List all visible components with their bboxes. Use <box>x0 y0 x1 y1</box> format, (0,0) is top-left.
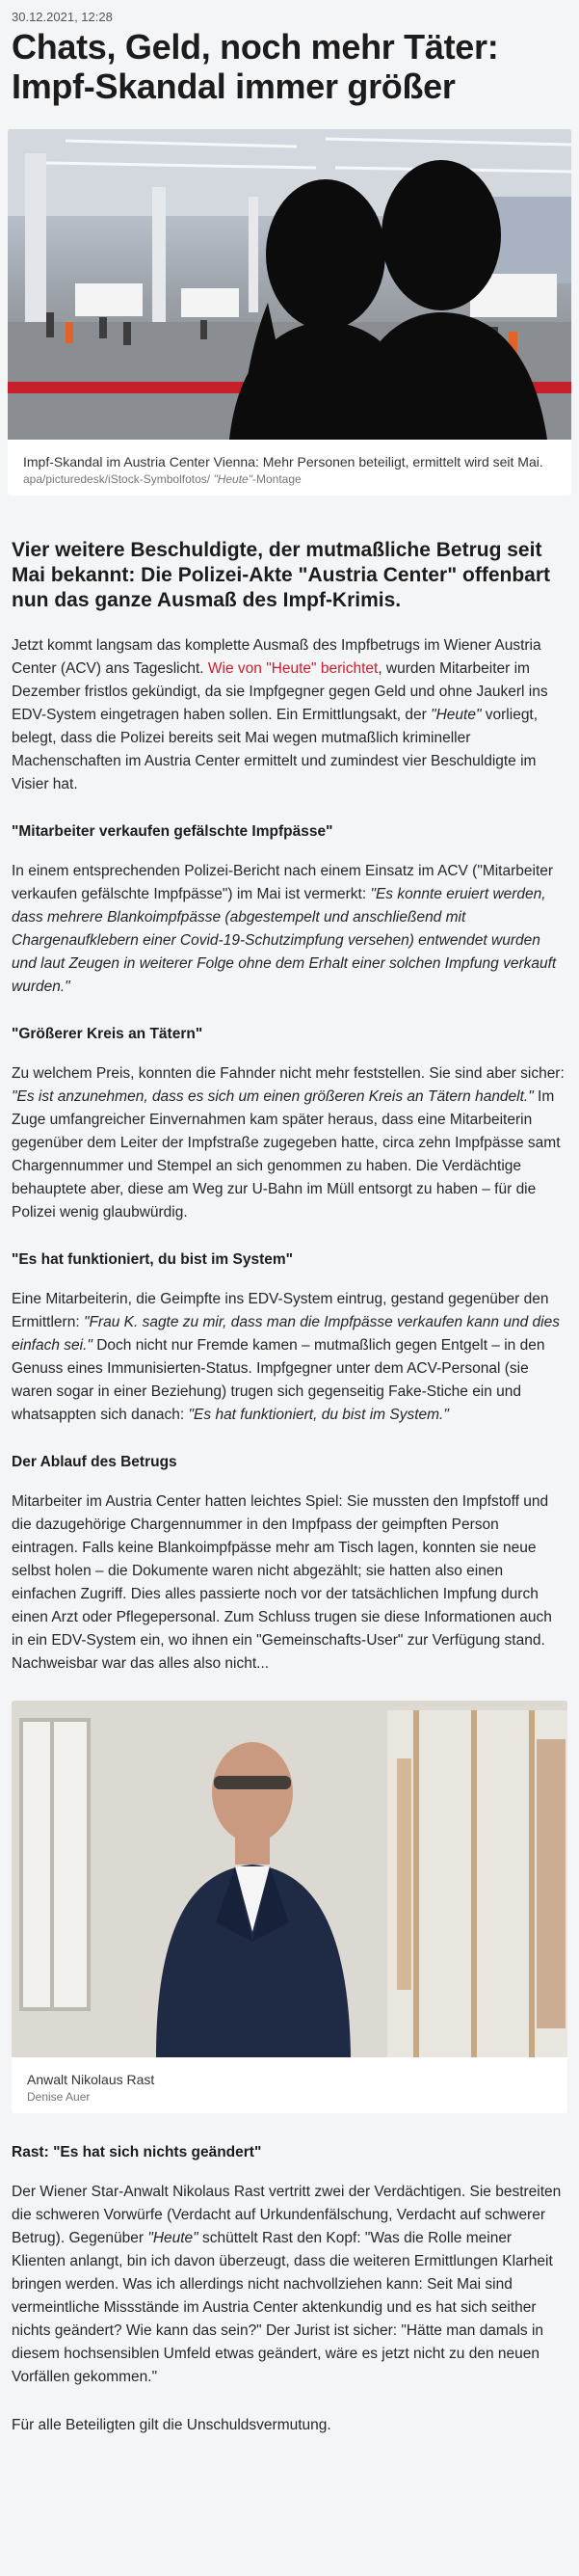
lead-figure <box>8 129 571 496</box>
caption-text: Impf-Skandal im Austria Center Vienna: Mehr Personen beteiligt, ermittelt wird seit Mai. <box>23 454 543 470</box>
lawyer-photo[interactable] <box>12 1701 567 2057</box>
paragraph-5: Mitarbeiter im Austria Center hatten leichtes Spiel: Sie mussten den Impfstoff und die dazugehörige Chargennummer in den Impfpass der geimpften Person eintragen. Falls keine Blankoimpfpässe mehr am Tisch lagen, konnten sie neue selbst holen – die Dokumente waren nicht abgezählt; sie hatten also einen einfachen Zugriff. Dies alles passierte noch vor der tatsächlichen Impfung durch einen Arzt oder Pflegepersonal. Zum Schluss trugen sie diese Informationen auch in ein EDV-System ein, wo ihnen ein "Gemeinschafts-User" zur Verfügung stand. Nachweisbar war das alles also nicht... <box>12 1493 552 1672</box>
paragraph-7: Für alle Beteiligten gilt die Unschuldsvermutung. <box>12 2417 331 2433</box>
paragraph-1: Jetzt kommt langsam das komplette Ausmaß des Impfbetrugs im Wiener Austria Center (ACV) ans Tageslicht. Wie von "Heute" berichtet, wurden Mitarbeiter im Dezember fristlos gekündigt, da sie Impfgegner gegen Geld und ohne Jaukerl ins EDV-System eingetragen haben sollen. Ein Ermittlungsakt, der "Heute" vorliegt, belegt, dass die Polizei bereits seit Mai wegen mutmaßlich krimineller Machenschaften im Austria Center ermittelt und zumindest vier Beschuldigte im Visier hat. <box>12 637 548 792</box>
subheading-rast: Rast: "Es hat sich nichts geändert" <box>12 2144 262 2160</box>
subheading-ablauf: Der Ablauf des Betrugs <box>12 1454 177 1470</box>
publish-date: 30.12.2021, 12:28 <box>12 10 113 24</box>
lead-paragraph: Vier weitere Beschuldigte, der mutmaßliche Betrug seit Mai bekannt: Die Polizei-Akte "Austria Center" offenbart nun das ganze Ausmaß des Impf-Krimis. <box>12 539 551 611</box>
lead-photo[interactable] <box>8 129 571 440</box>
caption-text: Anwalt Nikolaus Rast <box>27 2072 155 2087</box>
subheading-mitarbeiter: "Mitarbeiter verkaufen gefälschte Impfpässe" <box>12 823 333 840</box>
subheading-kreis: "Größerer Kreis an Tätern" <box>12 1026 203 1042</box>
article-body <box>12 634 567 2437</box>
paragraph-6: Der Wiener Star-Anwalt Nikolaus Rast vertritt zwei der Verdächtigen. Sie bestreiten die schweren Vorwürfe (Verdacht auf Urkundenfälschung, Verdacht auf schwerer Betrug). Gegenüber "Heute" schüttelt Rast den Kopf: "Was die Rolle meiner Klienten anlangt, bin ich davon überzeugt, dass die weiteren Ermittlungen Klarheit bringen werden. Was ich allerdings nicht nachvollziehen kann: Seit Mai sind vermeintliche Missstände im Austria Center aktenkundig und es hat sich seither nichts geändert? Wie kann das sein?" Der Jurist ist sicher: "Hätte man damals in diesem hochsensiblen Umfeld etwas geändert, wäre es jetzt nicht zu den neuen Vorfällen gekommen." <box>12 2184 562 2385</box>
lawyer-figure-caption <box>12 2057 567 2113</box>
vaccination-hall-photo <box>8 129 571 440</box>
photo-credit: Denise Auer <box>27 2090 91 2104</box>
paragraph-2: In einem entsprechenden Polizei-Bericht nach einem Einsatz im ACV ("Mitarbeiter verkaufen gefälschte Impfpässe") im Mai ist vermerkt: "Es konnte eruiert werden, dass mehrere Blankoimpfpässe (abgestempelt und anschließend mit Chargenaufklebern einer Covid-19-Schutzimpfung versehen) entwendet wurden und laut Zeugen in weiterer Folge ohne dem Erhalt einer solchen Impfung verkauft wurden." <box>12 863 557 995</box>
paragraph-4: Eine Mitarbeiterin, die Geimpfte ins EDV-System eintrug, gestand gegenüber den Ermittlern: "Frau K. sagte zu mir, dass man die Impfpässe verkaufen kann und dies einfach sei." Doch nicht nur Fremde kamen – mutmaßlich gegen Entgelt – in den Genuss eines Immunisierten-Status. Impfgegner unter dem ACV-Personal (sie waren sogar in einer Beziehung) trugen sich gegenseitig Fake-Stiche ein und whatsappten sich danach: "Es hat funktioniert, du bist im System." <box>12 1291 560 1423</box>
headline: Chats, Geld, noch mehr Täter: Impf-Skandal immer größer <box>12 27 499 106</box>
subheading-funktioniert: "Es hat funktioniert, du bist im System" <box>12 1251 294 1268</box>
paragraph-3: Zu welchem Preis, konnten die Fahnder nicht mehr feststellen. Sie sind aber sicher: "Es ist anzunehmen, dass es sich um einen größeren Kreis an Tätern handelt." Im Zuge umfangreicher Einvernahmen kam später heraus, dass eine Mitarbeiterin gegenüber dem Leiter der Impfstraße zugegeben hatte, circa zehn Impfpässe samt Chargennummer und Stempel an sich genommen zu haben. Die Verdächtige behauptete aber, diese am Weg zur U-Bahn im Müll entsorgt zu haben – für die Polizei wenig glaubwürdig. <box>12 1065 565 1221</box>
photo-credit: apa/picturedesk/iStock-Symbolfotos/ "Heute"-Montage <box>23 472 302 486</box>
lawyer-portrait-photo <box>12 1701 567 2057</box>
lawyer-figure <box>12 1701 567 2113</box>
lead-figure-caption <box>8 440 571 496</box>
related-article-link[interactable]: Wie von "Heute" berichtet <box>207 660 379 677</box>
